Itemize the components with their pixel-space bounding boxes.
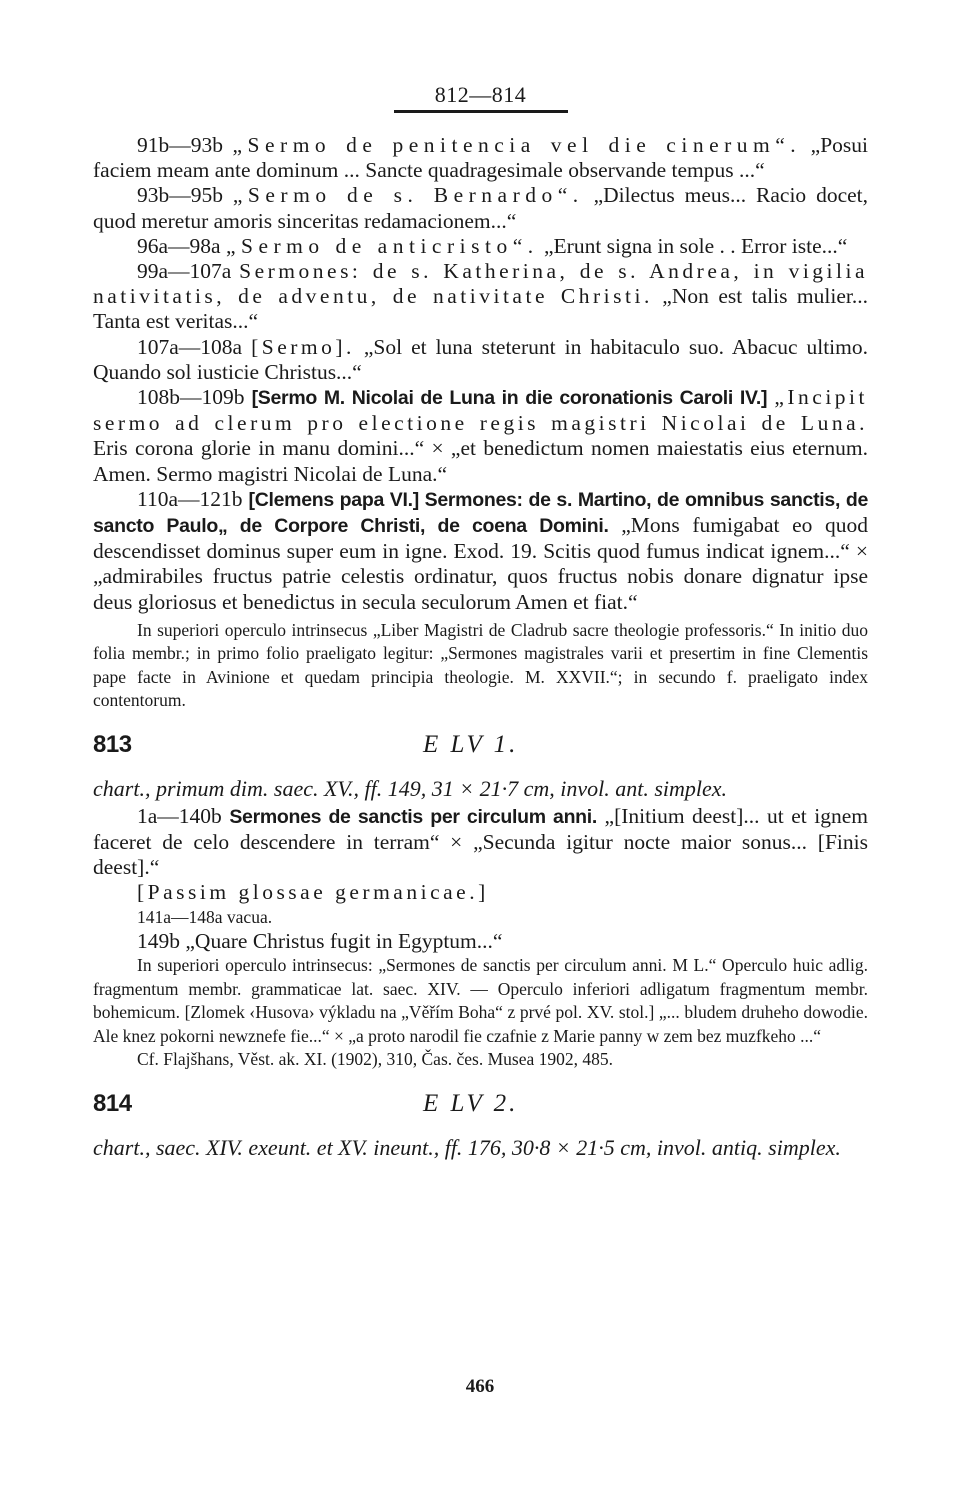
entry-813-item-2 — [93, 929, 868, 954]
entry-812-item-5 — [93, 335, 868, 385]
folio-ref: 1a—140b — [137, 803, 222, 828]
sermon-title: „Incipit sermo ad clerum pro electione regis magistri Nicolai de Luna. — [93, 385, 869, 436]
entry-number: 814 — [93, 1089, 132, 1117]
entry-814-heading — [93, 1090, 868, 1134]
bold-heading: [Clemens papa VI.] Sermones: de s. Martino, de omnibus sanctis, de sancto Paulo„ de Corpore Christi, de coena Domini. — [93, 488, 868, 538]
entry-812-item-4 — [93, 259, 868, 335]
codex-description: chart., primum dim. saec. XV., ff. 149, 31 × 21·7 cm, invol. ant. simplex. — [93, 775, 728, 801]
folio-ref: 108b—109b — [137, 385, 245, 410]
incipit: „Posui faciem meam ante dominum ... Sancte quadragesimale observande tempus ...“ — [93, 133, 869, 183]
folio-ref: 149b — [137, 929, 180, 954]
sermon-title: [Sermo]. — [251, 334, 355, 359]
incipit: „Erunt signa in sole . . Error iste...“ — [544, 233, 848, 258]
folio-ref: 99a—107a — [137, 259, 232, 284]
incipit: „[Initium deest]... ut et ignem faceret de celo descendere in terram“ × „Secunda igitur nocte maior sonus... [Finis deest].“ — [93, 803, 869, 880]
entry-813-heading — [93, 731, 868, 775]
incipit: „Sol et luna steterunt in habitaculo suo. Abacuc ultimo. Quando sol iusticie Christus...“ — [93, 334, 869, 384]
folio-ref: 91b—93b — [137, 133, 223, 157]
sermon-title: „Sermo de penitencia vel die cinerum“. — [232, 133, 802, 157]
page-number: 466 — [465, 1376, 495, 1397]
sermon-title: „Sermo de s. Bernardo“. — [232, 183, 584, 208]
folio-ref: 96a—98a — [137, 233, 221, 258]
entry-812-item-2 — [93, 183, 868, 233]
running-header: 812—814 — [434, 82, 527, 107]
folio-ref: 110a—121b — [137, 486, 243, 511]
incipit: „Mons fumigabat eo quod descendisset dominus super eum in igne. Exod. 19. Scitis quod fumus indicat ignem...“ × „admirabiles fructus patrie celestis ordinatur, quos fructus nobis donare dignatur ipse deus gloriosus et benedictus in secula seculorum Amen et fiat.“ — [93, 513, 868, 614]
vacua-note: 141a—148a vacua. — [137, 906, 273, 927]
cf-813: Cf. Flajšhans, Věst. ak. XI. (1902), 310, Čas. čes. Musea 1902, 485. — [137, 1049, 614, 1070]
header-rule — [394, 110, 568, 113]
page-body — [93, 82, 868, 1163]
incipit: „Non est talis mulier... Tanta est veritas...“ — [93, 284, 868, 334]
incipit: „Quare Christus fugit in Egyptum...“ — [185, 929, 503, 954]
shelfmark: E LV 1. — [423, 730, 519, 758]
note-813: In superiori operculo intrinsecus: „Sermones de sanctis per circulum anni. M L.“ Operculo huic adlig. fragmentum membr. grammaticae lat. saec. XIV. — Operculo inferiori adligatum fragmentum membr. bohemicum. [Zlomek ‹Husova› výkladu na „Věřím Boha“ z prvé pol. XV. stol.] „... bludem druheho dowodie. Ale knez pokorni newznefe fie...“ × „a proto narodil fie czafnie z Marie panny w zem bez muzfkeho ...“ — [93, 955, 868, 1046]
entry-812-item-1 — [93, 133, 868, 183]
incipit: Eris corona glorie in manu domini...“ × „et benedictum nomen maiestatis eius eternum. Amen. Sermo magistri Nicolai de Luna.“ — [93, 436, 868, 486]
sermon-title: Sermones: de s. Katherina, de s. Andrea, in vigilia nativitatis, de adventu, de nativitate Christi. — [93, 259, 869, 309]
bold-heading: Sermones de sanctis per circulum anni. — [229, 805, 598, 828]
note-812: In superiori operculo intrinsecus „Liber Magistri de Cladrub sacre theologie professoris.“ In initio duo folia membr.; in primo folio praeligato legitur: „Sermones magistrales varii et presertim in fine Clementis pape facte in Avinione et quedam principia theologie. M. XXVII.“; in secundo f. praeligato index contentorum. — [93, 619, 868, 711]
entry-812-item-7 — [93, 487, 868, 615]
shelfmark: E LV 2. — [423, 1089, 519, 1117]
codex-description: chart., saec. XIV. exeunt. et XV. ineunt., ff. 176, 30·8 × 21·5 cm, invol. antiq. simplex. — [93, 1134, 841, 1160]
incipit: „Dilectus meus... Racio docet, quod meretur amoris sinceritas redamacionem...“ — [93, 183, 868, 233]
entry-812-item-6 — [93, 385, 868, 487]
entry-number: 813 — [93, 730, 132, 758]
folio-ref: 93b—95b — [137, 183, 223, 208]
entry-812-item-3 — [93, 234, 868, 259]
entry-813-item-1 — [93, 804, 868, 881]
sermon-title: „Sermo de anticristo“. — [225, 233, 539, 258]
bold-heading: [Sermo M. Nicolai de Luna in die coronationis Caroli IV.] — [251, 387, 768, 410]
folio-ref: 107a—108a — [137, 334, 243, 359]
gloss-note: [Passim glossae germanicae.] — [137, 880, 489, 905]
